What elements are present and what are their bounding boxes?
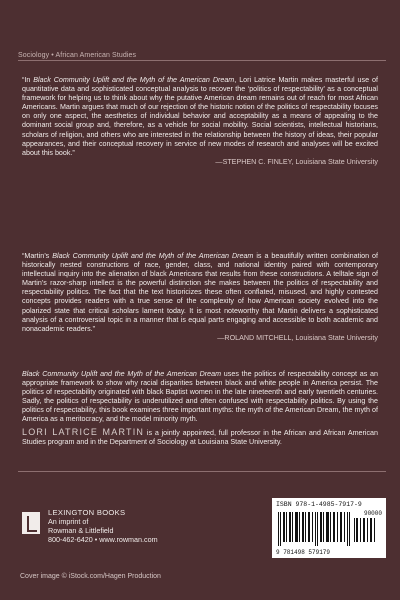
- barcode-number: 9 781498 579179: [276, 549, 331, 556]
- lexington-logo-icon: [22, 512, 40, 534]
- book-description: [22, 370, 378, 425]
- imprint-line: An imprint of: [48, 517, 89, 526]
- quote-body: is a beautifully written combination of historically nested constructions of race, gender, class, and national identity paired with contemporary intellectual inquiry into the alienation of black Americans that results from these constructions. A telltale sign of Martin’s razor-sharp intellect is the powerful distinction she makes between the politics of respectability and respectability politics. The fact that the text historicizes these often conflated, misused, and highly contested concepts provides readers with a true sense of the complexity of how American society evolved into the polarized state that critical scholars lament today. It is most noteworthy that Martin delivers a sophisticated analysis of a controversial topic in a manner that is equal parts engaging and accessible to both academic and nonacademic readers.”: [22, 252, 378, 333]
- author-name: LORI LATRICE MARTIN: [22, 427, 145, 437]
- isbn-label: ISBN 978-1-4985-7917-9: [276, 501, 362, 508]
- publisher-contact: 800-462-6420 • www.rowman.com: [48, 535, 158, 544]
- author-bio: [22, 428, 378, 447]
- quote-attribution: —STEPHEN C. FINLEY, Louisiana State University: [215, 157, 378, 166]
- quote-body: , Lori Latrice Martin makes masterful use of quantitative data and sophisticated conceptual analysis to recover the ‘politics of respectability’ as a conceptual framework for helping us to think about why the putative American dream remains out of reach for most African Americans. Martin argues that much of our rejection of the historic notion of the politics of respectability focuses on only one aspect, the aesthetics of individual behavior and acceptability as a means of appealing to the dominant social group and, therefore, as a vehicle for social mobility. Social scientists, intellectual historians, scholars of religion, and others who are interested in the relationship between the history of ideas, their popular appearances, and their conceptual recovery in service of new modes of research and analyses will be excited about this book.”: [22, 76, 378, 157]
- book-title-ref: Black Community Uplift and the Myth of the American Dream: [52, 252, 254, 260]
- praise-quote-finley: [22, 76, 378, 167]
- description-body: uses the politics of respectability concept as an appropriate framework to show why racial disparities between black and white people in America persist. The politics of respectability originated with black Baptist women in the late nineteenth and early twentieth centuries. Sadly, the politics of respectability is underutilized and often confused with respectability politics. By using the politics of respectability, this book examines three important myths: the myth of the American Dream, the myth of America as a meritocracy, and the model minority myth.: [22, 370, 378, 424]
- quote-open: “Martin’s: [22, 252, 53, 260]
- book-title-ref: Black Community Uplift and the Myth of the American Dream: [22, 370, 222, 378]
- price-addon: 90000: [363, 510, 382, 517]
- category-label: Sociology • African American Studies: [18, 52, 137, 59]
- divider: [18, 471, 386, 472]
- praise-quote-mitchell: [22, 252, 378, 343]
- quote-open: “In: [22, 76, 34, 84]
- publisher-info: [48, 508, 158, 544]
- isbn-barcode: [272, 498, 386, 558]
- author-bio-text: is a jointly appointed, full professor in the African and African American Studies program and in the Department of Sociology at Louisiana State University.: [22, 429, 378, 447]
- barcode-bars: [278, 512, 378, 546]
- quote-attribution: —ROLAND MITCHELL, Louisiana State University: [217, 333, 378, 342]
- book-title-ref: Black Community Uplift and the Myth of the American Dream: [33, 76, 235, 84]
- publisher-name: LEXINGTON BOOKS: [48, 508, 126, 517]
- cover-image-credit: Cover image © iStock.com/Hagen Production: [20, 573, 161, 580]
- parent-publisher: Rowman & Littlefield: [48, 526, 114, 535]
